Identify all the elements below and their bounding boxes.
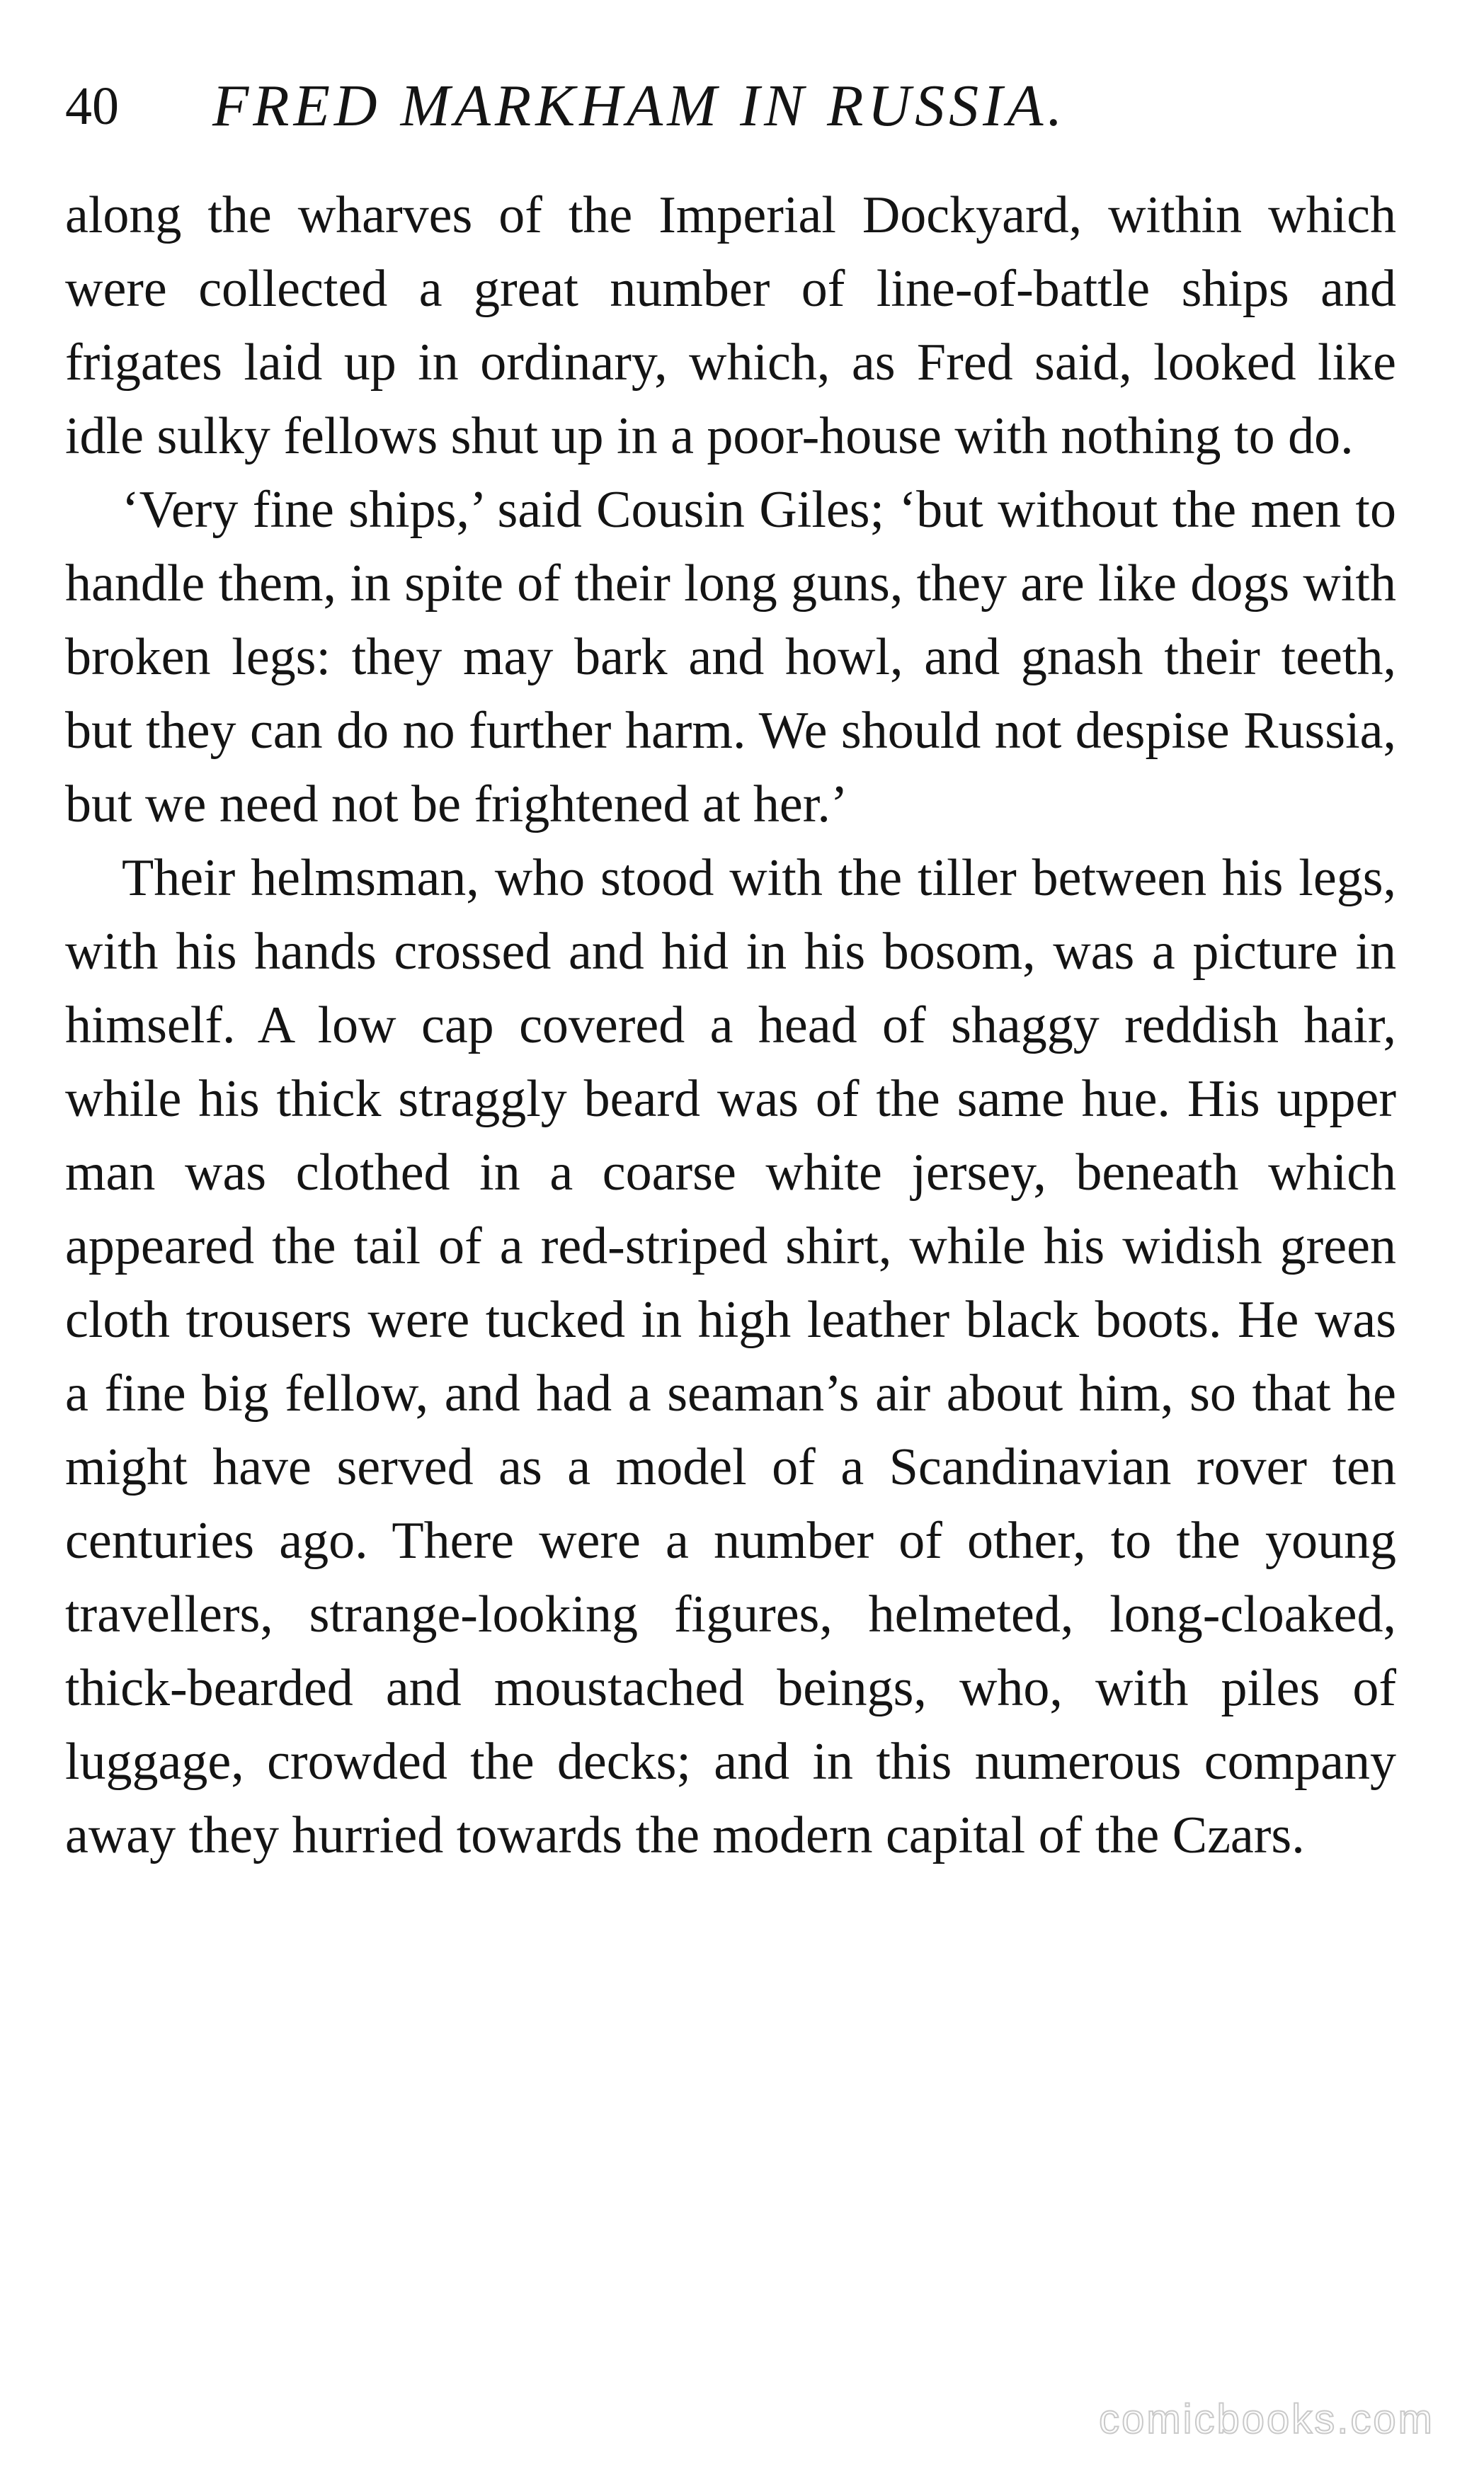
body-text <box>65 178 1396 1872</box>
paragraph-3: Their helmsman, who stood with the tiller between his legs, with his hands crossed and hid in his bosom, was a picture in himself. A low cap covered a head of shaggy reddish hair, while his thick straggly beard was of the same hue. His upper man was clothed in a coarse white jersey, beneath which appeared the tail of a red-striped shirt, while his widish green cloth trousers were tucked in high leather black boots. He was a fine big fellow, and had a seaman’s air about him, so that he might have served as a model of a Scandinavian rover ten centuries ago. There were a number of other, to the young travellers, strange-looking figures, helmeted, long-cloaked, thick-bearded and moustached beings, who, with piles of luggage, crowded the decks; and in this numerous company away they hurried towards the modern capital of the Czars. <box>65 849 1396 1864</box>
watermark: comicbooks.com <box>1099 2396 1434 2442</box>
paragraph-1: along the wharves of the Imperial Dockyard, within which were collected a great number of line-of-battle ships and frigates laid up in ordinary, which, as Fred said, looked like idle sulky fellows shut up in a poor-house with nothing to do. <box>65 186 1396 465</box>
page-header <box>0 67 1484 145</box>
paragraph-2: ‘Very fine ships,’ said Cousin Giles; ‘but without the men to handle them, in spite of their long guns, they are like dogs with broken legs: they may bark and howl, and gnash their teeth, but they can do no further harm. We should not despise Russia, but we need not be frightened at her.’ <box>65 481 1396 833</box>
running-head-title: FRED MARKHAM IN RUSSIA. <box>212 73 1067 139</box>
page-number: 40 <box>65 76 119 136</box>
